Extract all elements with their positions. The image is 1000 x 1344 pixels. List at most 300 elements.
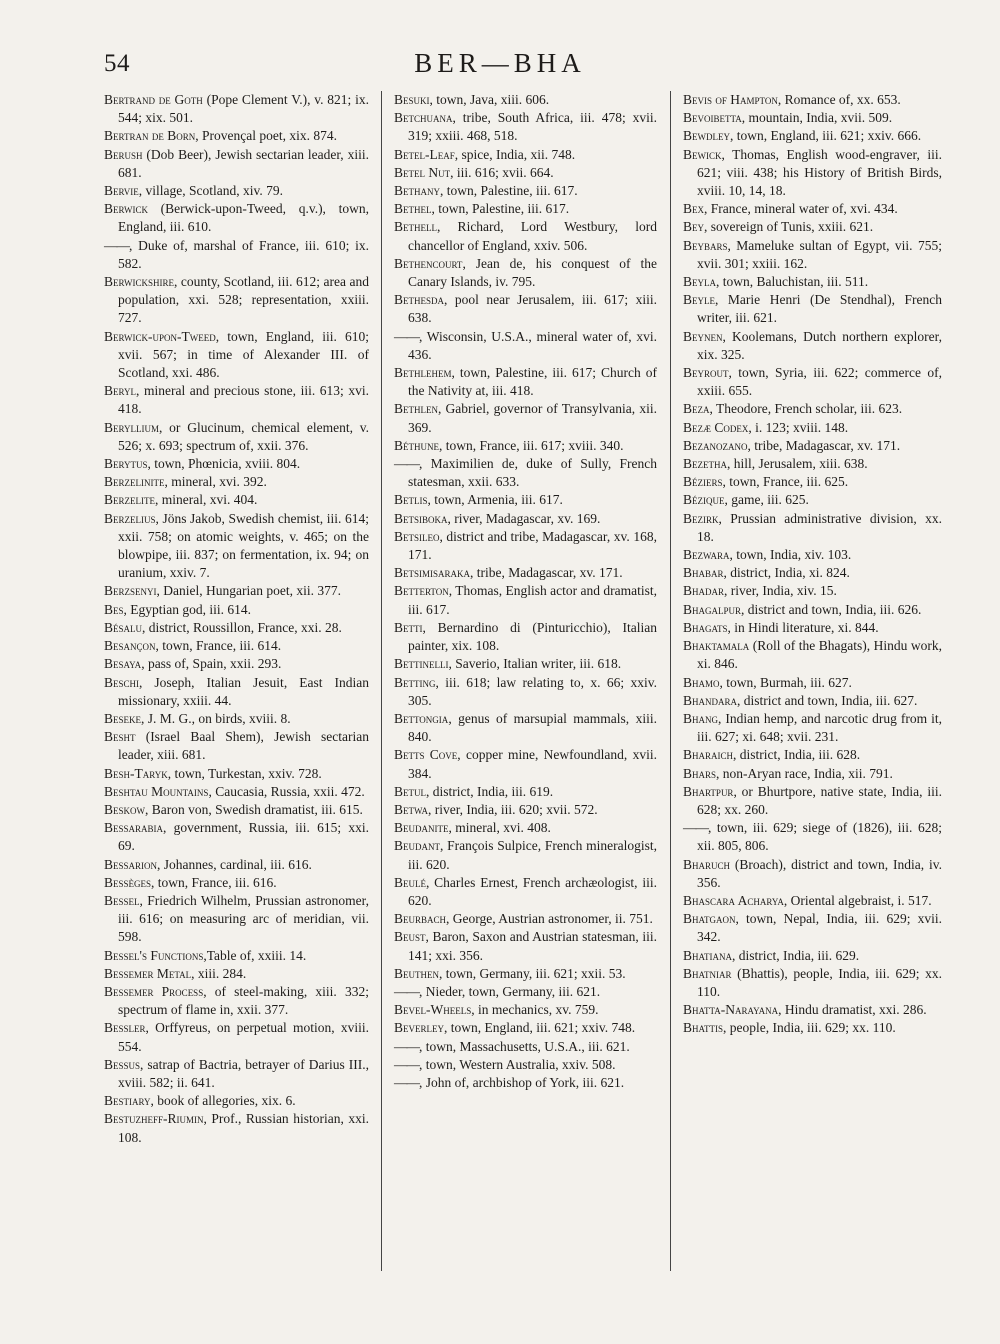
entry-headword: Bethencourt — [393, 255, 463, 271]
entry-headword: Beudanite — [393, 820, 449, 836]
entry-references: , i. 123; xviii. 148. — [748, 419, 849, 435]
entry-headword: —— — [393, 983, 419, 999]
entry-references: , Prussian administrative division, xx. 18. — [696, 510, 942, 544]
index-entry — [394, 801, 657, 819]
entry-references: , or Bhurtpore, native state, India, iii. 628; xx. 260. — [696, 783, 942, 817]
entry-headword: Beynen — [682, 328, 723, 344]
entry-headword: Besh-Taryk — [104, 765, 168, 781]
index-entry — [683, 127, 942, 145]
entry-references: , town, Palestine, iii. 617; Church of the Nativity at, iii. 418. — [407, 365, 657, 399]
entry-references: , town, Armenia, iii. 617. — [427, 492, 563, 508]
entry-references: , iii. 618; law relating to, x. 66; xxiv. 305. — [407, 674, 657, 708]
entry-headword: Beyla — [682, 274, 716, 290]
entry-references: , J. M. G., on birds, xviii. 8. — [141, 710, 291, 726]
entry-references: , Jean de, his conquest of the Canary Islands, iv. 795. — [407, 255, 657, 290]
index-entry — [683, 965, 942, 1001]
entry-references: , town, Western Australia, xxiv. 508. — [418, 1056, 616, 1072]
index-entry — [683, 218, 942, 236]
entry-references: , mineral, xvi. 392. — [164, 474, 267, 490]
index-column-right — [670, 91, 942, 1271]
entry-references: , town, Palestine, iii. 617. — [431, 201, 570, 217]
entry-references: , Gabriel, governor of Transylvania, xii. 369. — [407, 401, 657, 435]
entry-references: , sovereign of Tunis, xxiii. 621. — [703, 219, 874, 235]
index-entry — [394, 328, 657, 364]
entry-headword: Bhartpur — [682, 783, 734, 799]
entry-headword: Bettinelli — [393, 656, 449, 672]
entry-references: , town, Massachusetts, U.S.A., iii. 621. — [418, 1038, 630, 1054]
entry-references: , game, iii. 625. — [724, 492, 809, 508]
entry-references: , river, Madagascar, xv. 169. — [447, 510, 601, 526]
entry-references: , district, Roussillon, France, xxi. 28. — [142, 619, 342, 635]
entry-headword: Bessus — [104, 1056, 141, 1072]
entry-headword: Berzsenyi — [104, 583, 157, 599]
entry-headword: Bethlehem — [393, 365, 452, 381]
index-column-middle — [381, 91, 670, 1271]
index-entry — [394, 1074, 657, 1092]
entry-references: , Provençal poet, xix. 874. — [195, 128, 337, 144]
index-entry — [104, 947, 369, 965]
index-entry — [394, 674, 657, 710]
index-entry — [394, 400, 657, 436]
entry-headword: Betsimisaraka — [393, 565, 470, 581]
entry-references: , Saverio, Italian writer, iii. 618. — [448, 656, 622, 672]
index-entry — [394, 710, 657, 746]
index-entry — [394, 965, 657, 983]
index-entry — [683, 200, 942, 218]
index-entry — [394, 582, 657, 618]
entry-headword: —— — [393, 328, 419, 344]
entry-references: (Broach), district and town, India, iv. 356. — [696, 856, 942, 890]
entry-headword: Beryllium — [104, 419, 160, 435]
entry-references: , Baron, Saxon and Austrian statesman, iii. 141; xxi. 356. — [407, 929, 657, 963]
index-entry — [683, 455, 942, 473]
entry-headword: Betul — [393, 783, 426, 799]
entry-references: , district and town, India, iii. 626. — [740, 601, 922, 617]
index-entry — [683, 146, 942, 201]
index-entry — [394, 200, 657, 218]
index-entry — [394, 109, 657, 145]
index-entry — [394, 91, 657, 109]
entry-references: , town, France, iii. 616. — [151, 874, 277, 890]
index-entry — [104, 819, 369, 855]
index-entry — [683, 582, 942, 600]
entry-headword: Bhamo — [682, 674, 720, 690]
running-head: BER—BHA — [414, 48, 586, 78]
entry-headword: Bey — [682, 219, 704, 235]
entry-references: , town, Nepal, India, iii. 629; xvii. 342. — [696, 911, 942, 945]
index-entry — [683, 91, 942, 109]
entry-headword: Betwa — [393, 801, 428, 817]
index-entry — [394, 164, 657, 182]
entry-references: , river, India, iii. 620; xvii. 572. — [427, 801, 598, 817]
entry-references: , village, Scotland, xiv. 79. — [138, 183, 284, 199]
index-columns — [104, 91, 942, 1271]
index-entry — [394, 928, 657, 964]
entry-headword: Bézique — [682, 492, 725, 508]
entry-headword: Beust — [393, 929, 426, 945]
entry-headword: Bethesda — [393, 292, 444, 308]
index-entry — [104, 728, 369, 764]
entry-headword: Bestiary — [104, 1093, 151, 1109]
index-entry — [683, 237, 942, 273]
index-entry — [104, 237, 369, 273]
entry-references: , pass of, Spain, xxii. 293. — [141, 656, 282, 672]
entry-references: , satrap of Bactria, betrayer of Darius III., xviii. 582; ii. 641. — [118, 1056, 369, 1090]
entry-headword: Bessèges — [104, 874, 152, 890]
entry-references: , Charles Ernest, French archæologist, iii. 620. — [407, 874, 657, 908]
index-entry — [683, 564, 942, 582]
entry-references: (Dob Beer), Jewish sectarian leader, xiii. 681. — [118, 146, 369, 180]
entry-headword: Beryl — [104, 383, 137, 399]
entry-references: , iii. 616; xvii. 664. — [450, 164, 554, 180]
index-entry — [104, 856, 369, 874]
entry-references: , district and town, India, iii. 627. — [736, 692, 918, 708]
page-number: 54 — [104, 50, 130, 77]
entry-headword: Bethlen — [393, 401, 438, 417]
entry-headword: Bhandara — [682, 692, 737, 708]
index-entry — [683, 710, 942, 746]
entry-headword: —— — [104, 237, 129, 253]
entry-headword: Betsiboka — [393, 510, 448, 526]
entry-references: (Pope Clement V.), v. 821; ix. 544; xix. 501. — [118, 92, 369, 126]
entry-references: , district, India, iii. 629. — [731, 947, 860, 963]
entry-references: , François Sulpice, French mineralogist, iii. 620. — [407, 838, 657, 872]
index-column-left — [104, 91, 381, 1271]
index-entry — [104, 328, 369, 383]
entry-headword: Bezwara — [682, 547, 730, 563]
entry-headword: Bethell — [393, 219, 437, 235]
index-entry — [394, 746, 657, 782]
entry-headword: —— — [393, 1074, 419, 1090]
entry-references: , Johannes, cardinal, iii. 616. — [157, 856, 312, 872]
entry-headword: Bhatta-Narayana — [682, 1002, 779, 1018]
entry-references: (Roll of the Bhagats), Hindu work, xi. 846. — [696, 638, 942, 672]
entry-references: , Nieder, town, Germany, iii. 621. — [418, 983, 601, 999]
entry-references: , Oriental algebraist, i. 517. — [783, 892, 932, 908]
entry-references: , town, England, iii. 621; xxiv. 748. — [443, 1020, 636, 1036]
entry-headword: Beyle — [682, 292, 715, 308]
entry-headword: Beshtau Mountains — [104, 783, 209, 799]
entry-references: , genus of marsupial mammals, xiii. 840. — [407, 710, 657, 745]
entry-references: , non-Aryan race, India, xii. 791. — [715, 765, 893, 781]
entry-headword: Betel Nut — [393, 164, 451, 180]
entry-references: , town, France, iii. 617; xviii. 340. — [438, 437, 624, 453]
index-entry — [104, 91, 369, 127]
index-entry — [104, 455, 369, 473]
index-entry — [104, 783, 369, 801]
entry-headword: —— — [393, 1038, 419, 1054]
entry-headword: Berwickshire — [104, 274, 175, 290]
entry-headword: Béziers — [682, 474, 723, 490]
index-entry — [683, 546, 942, 564]
index-entry — [104, 637, 369, 655]
index-entry — [683, 109, 942, 127]
entry-headword: Bharaich — [682, 747, 733, 763]
entry-headword: Beybars — [682, 237, 728, 253]
entry-headword: Betti — [393, 619, 423, 635]
entry-references: , Mameluke sultan of Egypt, vii. 755; xvii. 301; xxiii. 162. — [696, 237, 942, 271]
entry-headword: Beuthen — [393, 965, 439, 981]
entry-headword: —— — [393, 1056, 419, 1072]
entry-references: ,Table of, xxiii. 14. — [203, 947, 307, 963]
index-entry — [104, 874, 369, 892]
entry-references: , Friedrich Wilhelm, Prussian astronomer, iii. 616; on measuring arc of meridian, vii. 598. — [118, 892, 369, 945]
entry-references: , John of, archbishop of York, iii. 621. — [418, 1074, 625, 1090]
entry-headword: Bharuch — [682, 856, 730, 872]
entry-headword: Beskow — [104, 801, 146, 817]
index-entry — [394, 1056, 657, 1074]
entry-references: , Wisconsin, U.S.A., mineral water of, xvi. 436. — [407, 328, 657, 362]
entry-headword: Berzelite — [104, 492, 155, 508]
index-entry — [683, 692, 942, 710]
index-entry — [104, 182, 369, 200]
entry-references: , town, France, iii. 625. — [722, 474, 849, 490]
entry-references: , hill, Jerusalem, xiii. 638. — [726, 456, 868, 472]
entry-references: , mineral, xvi. 404. — [155, 492, 258, 508]
entry-headword: Bhatniar — [682, 965, 732, 981]
index-entry — [394, 837, 657, 873]
entry-headword: Bessarion — [104, 856, 158, 872]
entry-headword: Bhaktamala — [682, 638, 750, 654]
entry-headword: Besuki — [393, 92, 430, 107]
entry-headword: Berzelinite — [104, 474, 165, 490]
index-entry — [104, 382, 369, 418]
index-entry — [683, 1001, 942, 1019]
entry-references: , government, Russia, iii. 615; xxi. 69. — [118, 820, 369, 854]
entry-headword: Bewick — [682, 146, 722, 162]
entry-references: , town, England, iii. 621; xxiv. 666. — [729, 128, 922, 144]
entry-references: , Marie Henri (De Stendhal), French writer, iii. 621. — [696, 292, 942, 326]
index-entry — [683, 491, 942, 509]
entry-headword: Besançon — [104, 638, 156, 654]
index-entry — [394, 437, 657, 455]
index-entry — [683, 473, 942, 491]
entry-references: , Prof., Russian historian, xxi. 108. — [118, 1111, 369, 1145]
index-entry — [104, 582, 369, 600]
entry-headword: Besht — [104, 729, 136, 745]
index-entry — [683, 273, 942, 291]
entry-headword: Betterton — [393, 583, 449, 599]
index-entry — [683, 328, 942, 364]
index-entry — [394, 455, 657, 491]
index-entry — [394, 783, 657, 801]
index-entry — [683, 601, 942, 619]
index-entry — [683, 746, 942, 764]
index-entry — [683, 856, 942, 892]
entry-references: , Bernardino di (Pinturicchio), Italian painter, xix. 108. — [407, 619, 657, 654]
entry-references: , town, Burmah, iii. 627. — [719, 674, 852, 690]
entry-headword: Betlis — [393, 492, 428, 508]
entry-headword: —— — [393, 456, 419, 472]
entry-references: , Indian hemp, and narcotic drug from it, iii. 627; xi. 648; xvii. 231. — [696, 710, 942, 745]
index-entry — [104, 1110, 369, 1146]
entry-headword: Bessemer Metal — [104, 965, 192, 981]
index-entry — [394, 1038, 657, 1056]
index-entry — [683, 510, 942, 546]
entry-headword: Bex — [682, 201, 704, 217]
entry-references: , mountain, India, xvii. 509. — [741, 110, 893, 126]
entry-headword: Beyrout — [682, 365, 729, 381]
entry-references: , town, iii. 629; siege of (1826), iii. 628; xii. 805, 806. — [696, 820, 942, 854]
entry-references: , copper mine, Newfoundland, xvii. 384. — [407, 747, 657, 781]
index-entry — [683, 637, 942, 673]
entry-headword: Berwick-upon-Tweed — [104, 328, 216, 344]
entry-references: , book of allegories, xix. 6. — [150, 1093, 296, 1109]
entry-references: , in Hindi literature, xi. 844. — [727, 619, 879, 635]
index-entry — [104, 619, 369, 637]
entry-headword: Bhars — [682, 765, 716, 781]
index-entry — [683, 419, 942, 437]
entry-headword: Béthune — [393, 437, 439, 453]
entry-references: , district, India, iii. 619. — [425, 783, 554, 799]
entry-references: , Romance of, xx. 653. — [777, 92, 901, 107]
entry-headword: Bhagats — [682, 619, 728, 635]
index-entry — [104, 146, 369, 182]
entry-headword: Bewdley — [682, 128, 730, 144]
entry-headword: Bevel-Wheels — [393, 1002, 472, 1018]
entry-references: , town, India, xiv. 103. — [729, 547, 852, 563]
index-entry — [683, 674, 942, 692]
entry-references: , people, India, iii. 629; xx. 110. — [722, 1020, 896, 1036]
index-entry — [104, 510, 369, 583]
entry-references: , tribe, Madagascar, xv. 171. — [747, 437, 901, 453]
entry-references: , town, Syria, iii. 622; commerce of, xxiii. 655. — [696, 365, 942, 399]
entry-headword: Bhagalpur — [682, 601, 741, 617]
index-entry — [394, 491, 657, 509]
entry-references: , Maximilien de, duke of Sully, French statesman, xxii. 633. — [407, 456, 657, 490]
entry-headword: Bethel — [393, 201, 432, 217]
entry-headword: Berwick — [104, 201, 149, 217]
index-entry — [394, 910, 657, 928]
index-entry — [394, 655, 657, 673]
entry-references: , district, India, iii. 628. — [732, 747, 861, 763]
index-entry — [683, 437, 942, 455]
entry-references: , town, France, iii. 614. — [155, 638, 282, 654]
index-entry — [394, 218, 657, 254]
entry-headword: Bessel — [104, 892, 140, 908]
entry-references: , Hindu dramatist, xxi. 286. — [778, 1002, 927, 1018]
index-entry — [104, 710, 369, 728]
index-entry — [104, 655, 369, 673]
entry-headword: Bésalu — [104, 619, 143, 635]
entry-references: , town, Phœnicia, xviii. 804. — [147, 456, 301, 472]
index-entry — [104, 1056, 369, 1092]
index-entry — [104, 801, 369, 819]
index-entry — [394, 1019, 657, 1037]
entry-references: (Berwick-upon-Tweed, q.v.), town, England, iii. 610. — [118, 201, 369, 235]
index-entry — [104, 674, 369, 710]
entry-references: , town, England, iii. 610; xvii. 567; in time of Alexander III. of Scotland, xxi. 486. — [118, 328, 369, 381]
entry-references: , town, Turkestan, xxiv. 728. — [167, 765, 322, 781]
index-entry — [104, 491, 369, 509]
entry-headword: Bevis of Hampton — [682, 92, 778, 107]
entry-references: , Theodore, French scholar, iii. 623. — [709, 401, 903, 417]
index-entry — [394, 528, 657, 564]
entry-headword: Bes — [104, 601, 124, 617]
index-entry — [394, 564, 657, 582]
entry-references: , district, India, xi. 824. — [723, 565, 850, 581]
entry-references: , Jöns Jakob, Swedish chemist, iii. 614; xxii. 758; on atomic weights, v. 465; on the blowpipe, iii. 837; on fermentation, ix. 94; on uranium, xxiv. 7. — [118, 510, 369, 581]
entry-references: , county, Scotland, iii. 612; area and population, xxi. 528; representation, xxiii. 727. — [118, 274, 369, 326]
entry-references: , Egyptian god, iii. 614. — [123, 601, 252, 617]
index-entry — [683, 947, 942, 965]
entry-headword: Betting — [393, 674, 436, 690]
entry-headword: Berush — [104, 146, 143, 162]
index-entry — [104, 273, 369, 328]
entry-references: , Daniel, Hungarian poet, xii. 377. — [156, 583, 341, 599]
entry-headword: Bhascara Acharya — [682, 892, 784, 908]
entry-headword: Besaya — [104, 656, 142, 672]
index-entry — [394, 510, 657, 528]
entry-references: (Israel Baal Shem), Jewish sectarian leader, xiii. 681. — [118, 729, 369, 763]
entry-headword: Bhattis — [682, 1020, 723, 1036]
entry-headword: Betts Cove — [393, 747, 458, 763]
index-entry — [104, 1092, 369, 1110]
index-entry — [394, 619, 657, 655]
entry-headword: Beulé — [393, 874, 426, 890]
entry-headword: Bhatgaon — [682, 911, 736, 927]
entry-references: , in mechanics, xv. 759. — [471, 1002, 599, 1018]
index-entry — [394, 146, 657, 164]
entry-references: (Bhattis), people, India, iii. 629; xx. 110. — [696, 965, 942, 999]
index-entry — [104, 1019, 369, 1055]
entry-headword: Bhatiana — [682, 947, 732, 963]
entry-headword: Betel-Leaf — [393, 146, 455, 162]
index-entry — [394, 364, 657, 400]
entry-references: , district and tribe, Madagascar, xv. 168, 171. — [407, 528, 657, 563]
entry-references: , Richard, Lord Westbury, lord chancellor of England, xxiv. 506. — [407, 219, 657, 253]
entry-references: , George, Austrian astronomer, ii. 751. — [445, 911, 653, 927]
entry-references: , Duke of, marshal of France, iii. 610; ix. 582. — [118, 237, 369, 271]
entry-references: , Orffyreus, on perpetual motion, xviii. 554. — [118, 1020, 369, 1054]
entry-headword: Berytus — [104, 456, 148, 472]
index-entry — [683, 619, 942, 637]
entry-headword: Bertrand de Goth — [104, 92, 203, 107]
entry-references: , spice, India, xii. 748. — [454, 146, 576, 162]
entry-headword: Bessarabia — [104, 820, 164, 836]
index-entry — [104, 473, 369, 491]
entry-headword: Bevoibetta — [682, 110, 742, 126]
entry-headword: Beudant — [393, 838, 440, 854]
index-entry — [394, 1001, 657, 1019]
entry-headword: Betsileo — [393, 528, 440, 544]
entry-headword: Beverley — [393, 1020, 444, 1036]
entry-headword: Bhang — [682, 710, 718, 726]
index-entry — [683, 892, 942, 910]
entry-references: , Thomas, English actor and dramatist, iii. 617. — [407, 583, 657, 617]
entry-headword: Bhadar — [682, 583, 724, 599]
entry-references: , Thomas, English wood-engraver, iii. 621; viii. 438; his History of British Birds, xviii. 10, 14, 18. — [696, 146, 942, 199]
index-entry — [104, 601, 369, 619]
index-entry — [394, 819, 657, 837]
index-entry — [104, 200, 369, 236]
index-entry — [683, 291, 942, 327]
index-entry — [394, 255, 657, 291]
entry-headword: Bestuzheff-Riumin — [104, 1111, 204, 1127]
index-entry — [104, 127, 369, 145]
index-entry — [683, 765, 942, 783]
entry-references: , town, Palestine, iii. 617. — [439, 183, 578, 199]
entry-headword: —— — [682, 820, 708, 836]
entry-references: , Baron von, Swedish dramatist, iii. 615. — [145, 801, 363, 817]
entry-headword: Bezæ Codex — [682, 419, 749, 435]
index-entry — [394, 874, 657, 910]
entry-headword: Betchuana — [393, 110, 453, 126]
entry-headword: Bethany — [393, 183, 440, 199]
entry-references: , river, India, xiv. 15. — [723, 583, 837, 599]
entry-headword: Bezetha — [682, 456, 727, 472]
index-entry — [104, 965, 369, 983]
